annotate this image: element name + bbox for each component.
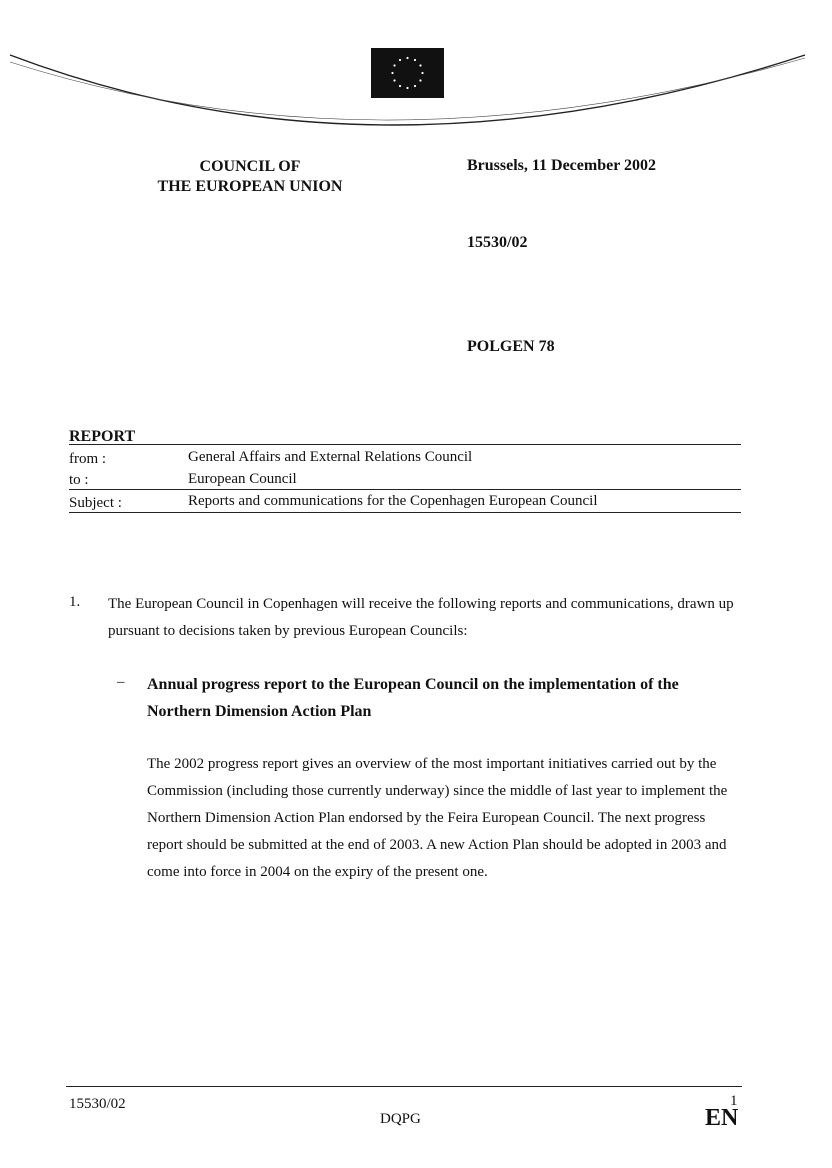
subject-label: Subject : [69,495,122,511]
to-label: to : [69,472,89,488]
from-value: General Affairs and External Relations Council [188,449,473,465]
eu-emblem-icon [371,48,444,98]
item-body-text: The 2002 progress report gives an overview of the most important initiatives carried out by the Commission (including those currently underway) since the middle of last year to implement the Northern Dimension Action Plan endorsed by the Feira European Council. The next progress report should be submitted at the end of 2003. A new Action Plan should be adopted in 2003 and come into force in 2004 on the expiry of the present one. [147,756,728,880]
council-name [130,157,370,197]
paragraph-number: 1. [69,594,81,610]
footer-rule [66,1086,742,1087]
report-title: REPORT [69,428,136,445]
council-name-line1: COUNCIL OF [199,158,301,175]
emblem-star-icon [406,87,408,89]
report-rule-top [69,444,741,445]
emblem-star-icon [391,72,393,74]
emblem-star-icon [414,59,416,61]
item-heading: Annual progress report to the European Council on the implementation of the Northern Dimension Action Plan [147,676,679,720]
footer-doc-number: 15530/02 [69,1096,126,1112]
report-rule-bottom [69,512,741,513]
paragraph-text: The European Council in Copenhagen will receive the following reports and communications, drawn up pursuant to decisions taken by previous European Councils: [108,596,734,639]
letterhead-graphic [0,0,832,140]
emblem-star-icon [399,85,401,87]
emblem-star-icon [399,59,401,61]
emblem-star-icon [419,79,421,81]
emblem-star-icon [393,79,395,81]
council-name-line2: THE EUROPEAN UNION [157,178,343,195]
list-dash: – [117,674,125,690]
emblem-star-icon [421,72,423,74]
classification-code: POLGEN 78 [467,338,555,355]
emblem-star-icon [393,64,395,66]
footer-language-code: EN [705,1105,739,1131]
footer-unit: DQPG [380,1111,421,1127]
emblem-star-icon [414,85,416,87]
from-label: from : [69,451,107,467]
subject-value: Reports and communications for the Copenhagen European Council [188,493,598,509]
emblem-star-icon [406,57,408,59]
place-date: Brussels, 11 December 2002 [467,157,657,174]
report-rule-middle [69,489,741,490]
document-number: 15530/02 [467,234,528,251]
to-value: European Council [188,471,297,487]
emblem-star-icon [419,64,421,66]
footer-page-number: 1 [730,1093,738,1109]
